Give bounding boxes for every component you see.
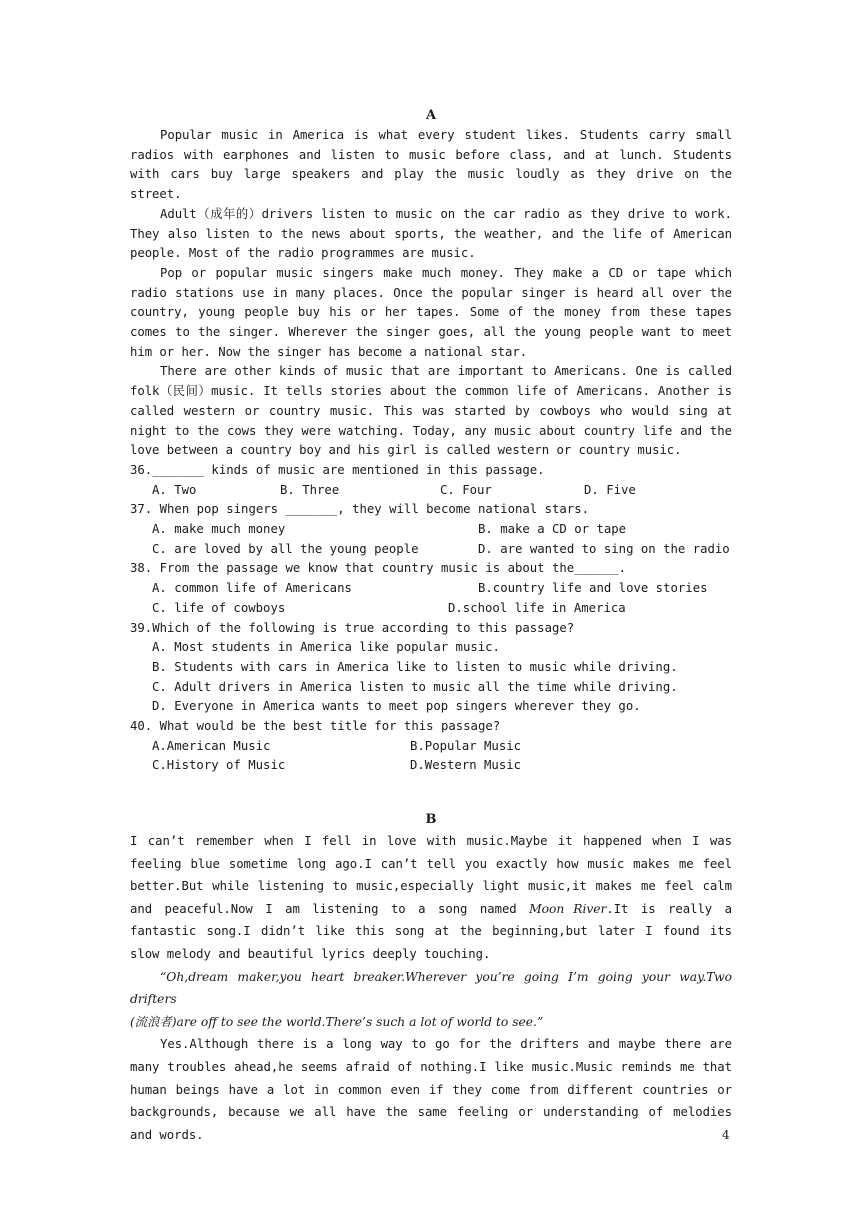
passage-b-text: I can’t remember when I fell in love with music.Maybe it happened when I was feeling blue sometime long ago.I can’t tell you exactly how music makes me feel better.But while listening to music,especially light music,it makes me feel calm and peaceful.Now I am listening to a song named: [130, 834, 732, 916]
question-36: 36._______ kinds of music are mentioned in this passage.: [130, 462, 545, 477]
question-37-options-row2: [130, 540, 732, 560]
song-title: Moon River: [529, 901, 607, 916]
question-38-options-row2: [130, 599, 732, 619]
page-number: 4: [722, 1128, 730, 1142]
question-40-options-row2: [130, 756, 732, 776]
option-a: A. make much money: [152, 522, 286, 537]
option-b: B.country life and love stories: [478, 581, 708, 596]
option-c: C.History of Music: [152, 758, 286, 773]
option-d: D. are wanted to sing on the radio: [478, 541, 730, 556]
option-b: B.Popular Music: [410, 738, 522, 753]
document-page: [130, 106, 732, 1146]
option-a: A. Most students in America like popular music.: [152, 640, 500, 655]
passage-b-text: .It is really a fantastic song.I didn’t like this song at the beginning,but later I found its slow melody and beautiful lyrics deeply touching.: [130, 901, 732, 962]
passage-a-paragraph: Popular music in America is what every student likes. Students carry small radios with earphones and listen to music before class, and at lunch. Students with cars buy large speakers and play the music loudly as they drive on the street.: [130, 128, 732, 202]
option-d: D. Five: [584, 482, 636, 497]
option-b: B. Students with cars in America like to listen to music while driving.: [152, 659, 678, 674]
question-38: 38. From the passage we know that country music is about the______.: [130, 561, 627, 576]
question-38-options-row1: [130, 579, 732, 599]
option-c: C. Adult drivers in America listen to music all the time while driving.: [152, 679, 678, 694]
passage-b-paragraph: [130, 830, 732, 966]
option-c: C. Four: [440, 482, 492, 497]
question-40-options-row1: [130, 737, 732, 757]
question-37-options-row1: [130, 520, 732, 540]
option-d: D.school life in America: [448, 600, 626, 615]
option-d: D.Western Music: [410, 758, 522, 773]
option-a: A. Two: [152, 482, 197, 497]
option-b: B. make a CD or tape: [478, 522, 627, 537]
option-c: C. are loved by all the young people: [152, 541, 419, 556]
passage-a-paragraph: Pop or popular music singers make much money. They make a CD or tape which radio stations use in many places. Once the popular singer is heard all over the country, young people buy his or her tapes. Some of the money from these tapes comes to the singer. Wherever the singer goes, all the young people want to meet him or her. Now the singer has become a national star.: [130, 265, 732, 359]
passage-a-paragraph: Adult（成年的）drivers listen to music on the car radio as they drive to work. They also listen to the news about sports, the weather, and the life of American people. Most of the radio programmes are music.: [130, 206, 732, 261]
option-a: A.American Music: [152, 738, 271, 753]
option-b: B. Three: [280, 482, 340, 497]
song-lyrics-quote-cont: (流浪者)are off to see the world.There’s such a lot of world to see.”: [130, 1014, 544, 1029]
question-36-options: [130, 481, 732, 501]
question-40: 40. What would be the best title for this passage?: [130, 719, 501, 734]
section-a-title: A: [425, 108, 437, 123]
option-d: D. Everyone in America wants to meet pop singers wherever they go.: [152, 699, 641, 714]
question-39: 39.Which of the following is true according to this passage?: [130, 620, 575, 635]
passage-b-paragraph: Yes.Although there is a long way to go for the drifters and maybe there are many troubles ahead,he seems afraid of nothing.I like music.Music reminds me that human beings have a lot in common even if they come from different countries or backgrounds, because we all have the same feeling or understanding of melodies and words.: [130, 1037, 732, 1142]
option-c: C. life of cowboys: [152, 600, 286, 615]
question-37: 37. When pop singers _______, they will become national stars.: [130, 502, 590, 517]
song-lyrics-quote: “Oh,dream maker,you heart breaker.Wherever you’re going I’m going your way.Two drifters: [130, 969, 732, 1007]
passage-a-paragraph: There are other kinds of music that are important to Americans. One is called folk（民间）music. It tells stories about the common life of Americans. Another is called western or country music. This was started by cowboys who would sing at night to the cows they were watching. Today, any music about country life and the love between a country boy and his girl is called western or country music.: [130, 364, 732, 458]
section-b-title: B: [425, 812, 437, 828]
option-a: A. common life of Americans: [152, 581, 352, 596]
